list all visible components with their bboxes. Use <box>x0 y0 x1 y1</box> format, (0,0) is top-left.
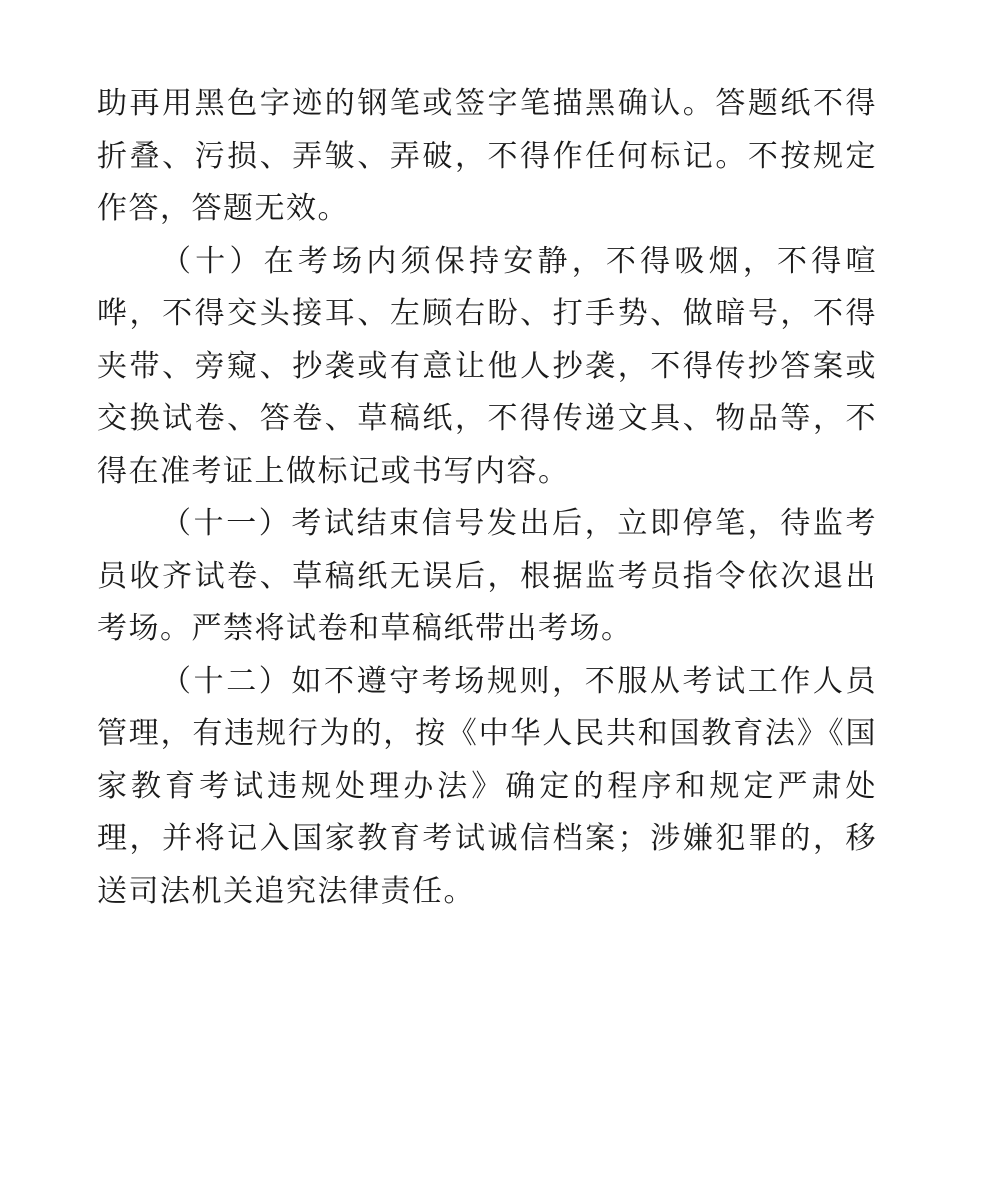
paragraph-rule-11: （十一）考试结束信号发出后，立即停笔，待监考员收齐试卷、草稿纸无误后，根据监考员指令依次退出考场。严禁将试卷和草稿纸带出考场。 <box>97 506 877 646</box>
paragraph-rule-12: （十二）如不遵守考场规则，不服从考试工作人员管理，有违规行为的，按《中华人民共和国教育法》《国家教育考试违规处理办法》确定的程序和规定严肃处理，并将记入国家教育考试诚信档案；涉嫌犯罪的，移送司法机关追究法律责任。 <box>97 663 877 909</box>
paragraph-continuation: 助再用黑色字迹的钢笔或签字笔描黑确认。答题纸不得折叠、污损、弄皱、弄破，不得作任何标记。不按规定作答，答题无效。 <box>97 86 877 226</box>
paragraph-rule-10: （十）在考场内须保持安静，不得吸烟，不得喧哗，不得交头接耳、左顾右盼、打手势、做暗号，不得夹带、旁窥、抄袭或有意让他人抄袭，不得传抄答案或交换试卷、答卷、草稿纸，不得传递文具、物品等，不得在准考证上做标记或书写内容。 <box>97 243 877 489</box>
document-body <box>97 78 877 918</box>
